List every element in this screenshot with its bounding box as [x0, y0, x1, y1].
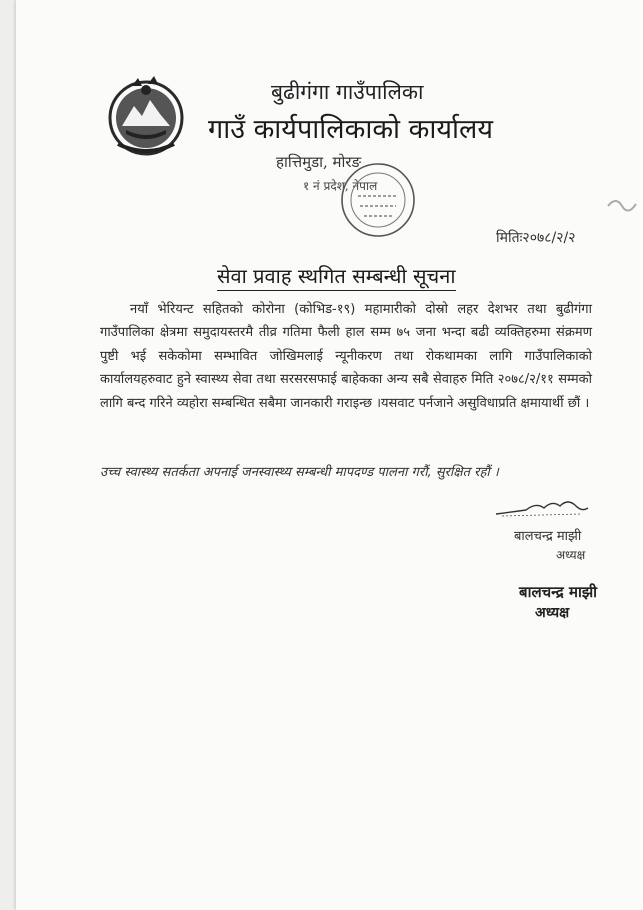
office-province: १ नं प्रदेश, नेपाल: [303, 179, 378, 193]
notice-body: [100, 298, 592, 415]
signature-icon: [492, 494, 592, 522]
notice-body-paragraph: नयाँ भेरियन्ट सहितको कोरोना (कोभिड-१९) महामारीको दोस्रो लहर देशभर तथा बुढीगंगा गाउँपालिका क्षेत्रमा समुदायस्तरमै तीव्र गतिमा फैली हाल सम्म ७५ जना भन्दा बढी व्यक्तिहरुमा संक्रमण पुष्टी भई सकेकोमा सम्भावित जोखिमलाई न्यूनीकरण तथा रोकथामका लागि गाउँपालिकाको कार्यालयहरुवाट हुने स्वास्थ्य सेवा तथा सरसरसफाई बाहेकका अन्य सबै सेवाहरु मिति २०७८/२/११ सम्मको लागि बन्द गरिने व्यहोरा सम्बन्धित सबैमा जानकारी गराइन्छ ।यसवाट पर्नजाने असुविधाप्रति क्षमायार्थी छौं ।: [100, 302, 592, 411]
office-location: हात्तिमुडा, मोरङ: [276, 153, 362, 171]
issue-date: मितिः२०७८/२/२: [496, 230, 576, 246]
nepal-government-emblem-icon: [104, 74, 188, 158]
notice-page: [16, 0, 643, 910]
name-stamp-title: अध्यक्ष: [535, 605, 570, 621]
office-round-stamp-icon: [338, 160, 418, 240]
closing-advisory: उच्च स्वास्थ्य सतर्कता अपनाई जनस्वास्थ्य सम्बन्धी मापदण्ड पालना गरौं, सुरक्षित रहौं ।: [100, 465, 499, 480]
margin-scribble-icon: [604, 192, 643, 218]
notice-subject: सेवा प्रवाह स्थगित सम्बन्धी सूचना: [217, 262, 456, 291]
signatory-name: बालचन्द्र माझी: [514, 529, 582, 544]
name-stamp-name: बालचन्द्र माझी: [519, 583, 598, 601]
signatory-title: अध्यक्ष: [556, 548, 586, 562]
municipality-name: बुढीगंगा गाउँपालिका: [271, 80, 424, 104]
office-name: गाउँ कार्यपालिकाको कार्यालय: [208, 114, 493, 145]
